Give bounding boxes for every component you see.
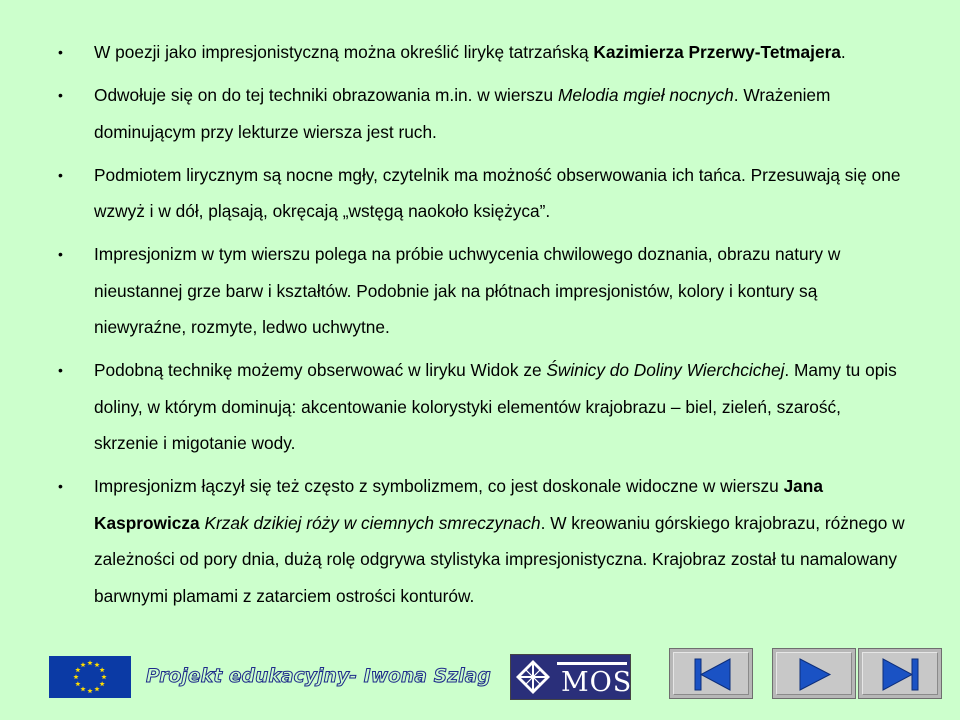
eu-star-icon	[94, 662, 99, 667]
eu-star-icon	[87, 688, 92, 693]
bullet-text-run: Odwołuje się on do tej techniki obrazowania m.in. w wierszu	[94, 85, 558, 105]
bullet-text-run: .	[840, 42, 846, 62]
bullet-text-run: Impresjonizm w tym wierszu polega na próbie uchwycenia chwilowego doznania, obrazu natury w nieustannej grze barw i kształtów. Podobnie jak na płótnach impresjonistów, kolory i kontury są niewyraźne, rozmyte, ledwo uchwytne.	[94, 244, 841, 337]
eu-star-icon	[73, 674, 78, 679]
bullet-text-run: Kazimierza Przerwy-Tetmajera	[593, 42, 841, 62]
eu-star-icon	[94, 686, 99, 691]
eu-star-icon	[75, 681, 80, 686]
eu-star-icon	[87, 660, 92, 665]
bullet-text-run: Podmiotem lirycznym są nocne mgły, czytelnik ma możność obserwowania ich tańca. Przesuwają się one wzwyż i w dół, pląsają, okręcają „wstęgą naokoło księżyca”.	[94, 164, 901, 221]
bullet-text-run: Impresjonizm łączył się też często z symbolizmem, co jest doskonale widoczne w wierszu	[94, 476, 784, 496]
bullet-text-run: W poezji jako impresjonistyczną można określić lirykę tatrzańską	[94, 42, 594, 62]
bullet-dot-icon: •	[58, 362, 63, 378]
bullet-item	[58, 352, 908, 462]
bullet-text-run: Podobną technikę możemy obserwować w liryku Widok ze	[94, 360, 547, 380]
eu-star-icon	[75, 667, 80, 672]
bullet-text-run: . Mamy tu opis doliny, w którym dominują: akcentowanie kolorystyki elementów krajobrazu – biel, zieleń, szarość, skrzenie i migotanie wody.	[94, 360, 897, 453]
eu-star-icon	[101, 674, 106, 679]
bullet-dot-icon: •	[58, 478, 63, 494]
mos-logo	[510, 654, 631, 700]
bullet-text-run: . W kreowaniu górskiego krajobrazu, różnego w zależności od pory dnia, dużą rolę odgrywa stylistyka impresjonistyczna. Krajobraz został tu namalowany barwnymi plamami z zatarciem ostrości konturów.	[94, 512, 905, 606]
skip-to-start-icon	[670, 649, 754, 700]
eu-flag-icon	[49, 656, 131, 698]
project-title: Projekt edukacyjny- Iwona Szlag	[146, 666, 491, 687]
next-slide-button[interactable]	[772, 648, 856, 699]
bullet-list	[58, 34, 908, 621]
bullet-dot-icon: •	[58, 87, 63, 103]
first-slide-button[interactable]	[669, 648, 753, 699]
bullet-item	[58, 34, 908, 71]
bullet-item	[58, 468, 908, 614]
eu-star-icon	[80, 662, 85, 667]
bullet-dot-icon: •	[58, 246, 63, 262]
bullet-item	[58, 157, 908, 230]
bullet-dot-icon: •	[58, 166, 63, 183]
eu-star-icon	[80, 686, 85, 691]
mos-logo-text: MOS	[561, 667, 633, 698]
play-next-icon	[773, 649, 857, 700]
last-slide-button[interactable]	[858, 648, 942, 699]
bullet-text-run: Świnicy do Doliny Wierchcichej	[546, 360, 785, 380]
skip-to-end-icon	[859, 649, 943, 700]
bullet-text-run: . Wrażeniem dominującym przy lekturze wiersza jest ruch.	[94, 85, 831, 142]
bullet-text-run: Jana Kasprowicza	[94, 476, 823, 533]
bullet-text-run: Krzak dzikiej róży w ciemnych smreczynach	[204, 512, 541, 533]
mos-emblem-icon	[513, 657, 553, 697]
bullet-item	[58, 236, 908, 346]
bullet-text-run: Melodia mgieł nocnych	[557, 85, 734, 105]
eu-star-icon	[99, 667, 104, 672]
mos-bar	[557, 662, 627, 665]
bullet-item	[58, 77, 908, 150]
bullet-dot-icon: •	[58, 44, 63, 60]
eu-star-icon	[99, 681, 104, 686]
